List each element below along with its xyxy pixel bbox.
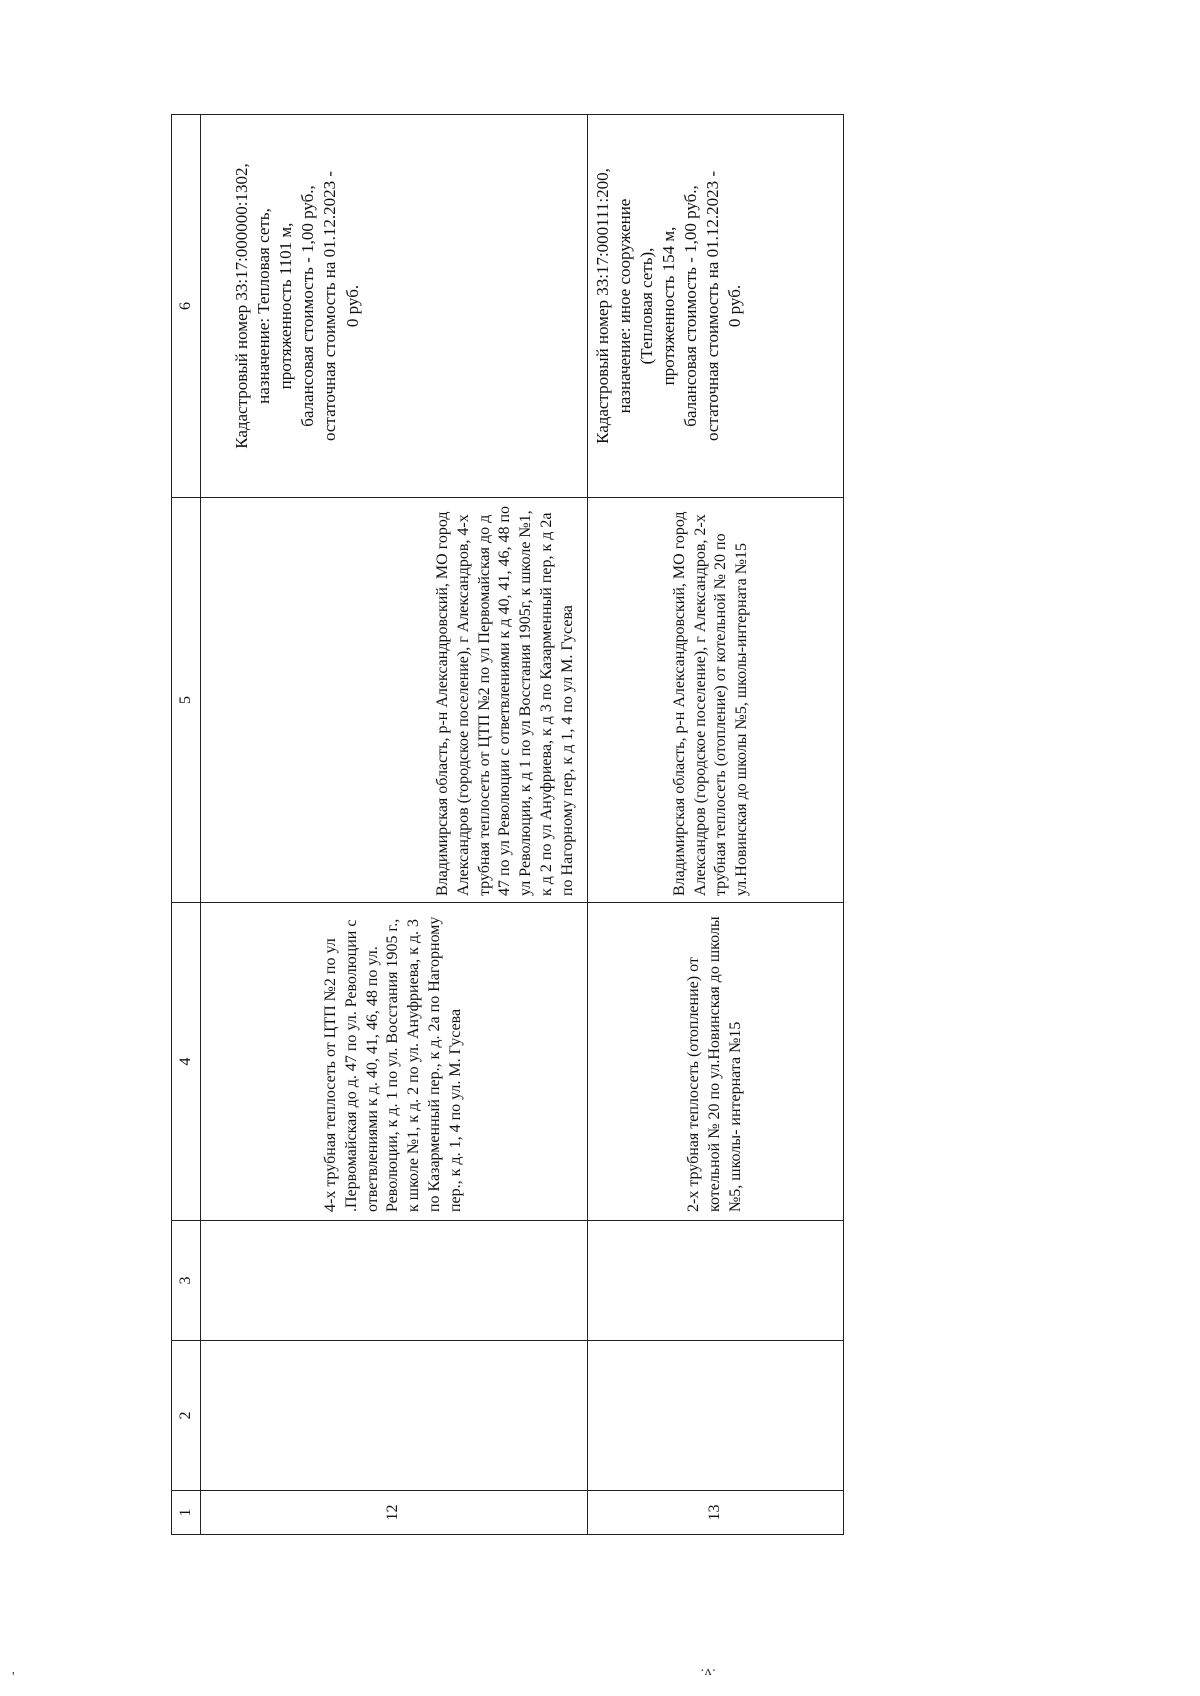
header-col-1: 1 <box>172 1491 201 1535</box>
table-row <box>201 115 588 1535</box>
property-table <box>171 114 844 1535</box>
details-line: Кадастровый номер 33:17:000111:200, <box>592 168 612 444</box>
details-line: (Тепловая сеть), <box>636 247 656 365</box>
row-number: 13 <box>587 1491 843 1535</box>
details-line: 0 руб. <box>725 284 745 328</box>
details-line: Кадастровый номер 33:17:000000:1302, <box>232 163 252 449</box>
rotated-table-wrapper <box>171 115 844 1535</box>
header-col-4: 4 <box>172 903 201 1221</box>
page-corner-tick: ' <box>12 1670 15 1685</box>
details-line: балансовая стоимость - 1,00 руб., <box>680 185 700 427</box>
object-address <box>201 498 588 903</box>
row-col-3 <box>201 1221 588 1341</box>
object-address <box>587 498 843 903</box>
details-line: остаточная стоимость на 01.12.2023 - <box>703 170 723 442</box>
object-name: 4-х трубная теплосеть от ЦТП №2 по ул .Первомайская до д. 47 по ул. Революции с ответвлениями к д. 40, 41, 46, 48 по ул. Революции, к д. 1 по ул. Восстания 1905 г., к школе №1, к д. 2 по ул. Ануфриева, к д. 3 по Казарменный пер., к д. 2а по Нагорному пер., к д. 1, 4 по ул. М. Гусева <box>201 903 588 1221</box>
object-address-text: Владимирская область, р-н Александровский, МО город Александров (городское поселение), г Александров, 2-х трубная теплосеть (отопление) от котельной № 20 по ул.Новинская до школы №5, школы-интерната №15 <box>670 511 751 896</box>
details-line: остаточная стоимость на 01.12.2023 - <box>320 170 340 442</box>
header-col-2: 2 <box>172 1341 201 1491</box>
row-col-2 <box>587 1341 843 1491</box>
object-name: 2-х трубная теплосеть (отопление) от котельной № 20 по ул.Новинская до школы №5, школы- интерната №15 <box>587 903 843 1221</box>
table-row <box>587 115 843 1535</box>
row-number: 12 <box>201 1491 588 1535</box>
details-line: балансовая стоимость - 1,00 руб., <box>298 185 318 427</box>
details-line: 0 руб. <box>342 284 362 328</box>
page-bottom-mark: ·ʌ· <box>700 1664 717 1679</box>
object-address-text: Владимирская область, р-н Александровский, МО город Александров (городское поселение), г Александров, 4-х трубная теплосеть от ЦТП №2 по ул Первомайская до д 47 по ул Революции с ответвлениями к д 40, 41, 46, 48 по ул Революции, к д 1 по ул Восстания 1905г, к школе №1, к д 2 по ул Ануфриева, к д 3 по Казарменный пер, к д 2а по Нагорному пер, к д 1, 4 по ул М. Гусева <box>434 505 576 896</box>
details-line: протяженность 1101 м, <box>276 222 296 390</box>
row-col-3 <box>587 1221 843 1341</box>
row-col-2 <box>201 1341 588 1491</box>
header-col-3: 3 <box>172 1221 201 1341</box>
details-line: протяженность 154 м, <box>658 226 678 386</box>
object-details <box>201 115 588 498</box>
table-header-row <box>172 115 201 1535</box>
header-col-5: 5 <box>172 498 201 903</box>
details-line: назначение: Тепловая сеть, <box>254 208 274 404</box>
details-line: назначение: иное сооружение <box>614 198 634 414</box>
object-details <box>587 115 843 498</box>
header-col-6: 6 <box>172 115 201 498</box>
